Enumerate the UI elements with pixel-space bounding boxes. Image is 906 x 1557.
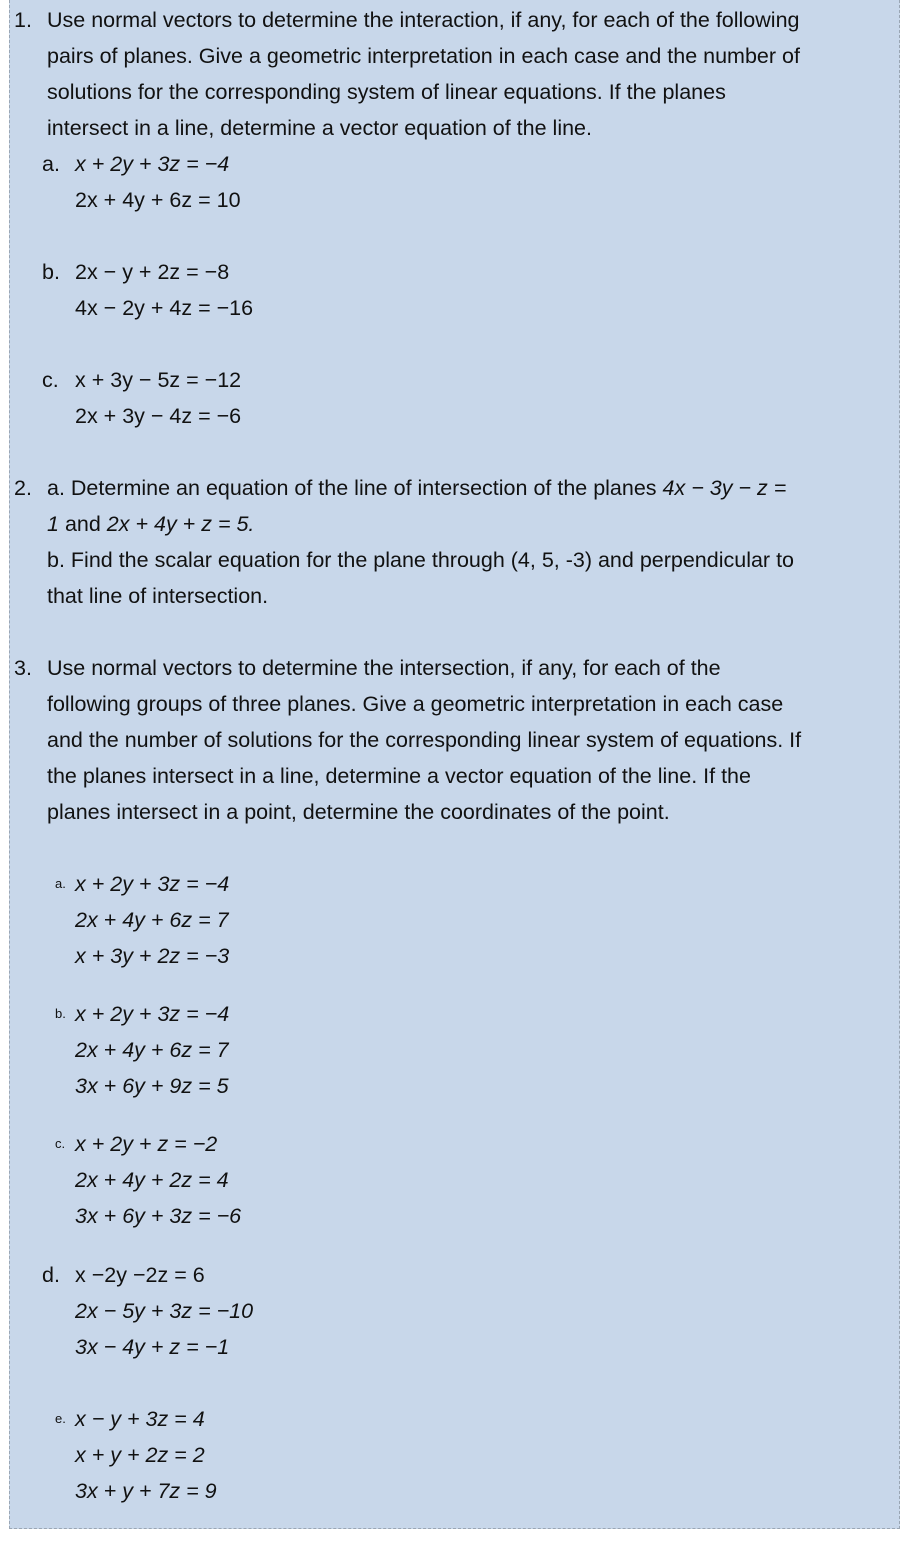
q2a-plane-2: 2x + 4y + z = 5. bbox=[106, 512, 255, 536]
q2b-text-line-2: that line of intersection. bbox=[47, 584, 269, 608]
q3c-equation-2: 2x + 4y + 2z = 4 bbox=[75, 1168, 229, 1192]
q1a-label: a. bbox=[42, 152, 60, 176]
q3a-equation-2: 2x + 4y + 6z = 7 bbox=[75, 908, 229, 932]
q1a-equation-2: 2x + 4y + 6z = 10 bbox=[75, 188, 241, 212]
q2-number: 2. bbox=[14, 476, 32, 500]
q3b-equation-1: x + 2y + 3z = −4 bbox=[75, 1002, 230, 1026]
q1-text-line-3: solutions for the corresponding system of linear equations. If the planes bbox=[47, 80, 726, 104]
q3e-equation-3: 3x + y + 7z = 9 bbox=[75, 1479, 217, 1503]
q1b-equation-2: 4x − 2y + 4z = −16 bbox=[75, 296, 254, 320]
q1c-equation-1: x + 3y − 5z = −12 bbox=[75, 368, 242, 392]
q3b-label: b. bbox=[55, 1006, 66, 1021]
q3e-equation-1: x − y + 3z = 4 bbox=[75, 1407, 205, 1431]
q3-number: 3. bbox=[14, 656, 32, 680]
q1-text-line-2: pairs of planes. Give a geometric interpretation in each case and the number of bbox=[47, 44, 800, 68]
q1-number: 1. bbox=[14, 8, 32, 32]
q3b-equation-3: 3x + 6y + 9z = 5 bbox=[75, 1074, 229, 1098]
q1a-equation-1: x + 2y + 3z = −4 bbox=[75, 152, 230, 176]
q3c-label: c. bbox=[55, 1136, 66, 1151]
q3a-label: a. bbox=[55, 876, 66, 891]
q1b-label: b. bbox=[42, 260, 60, 284]
q3-text-line-1: Use normal vectors to determine the intersection, if any, for each of the bbox=[47, 656, 721, 680]
q2a-plane-1-rhs: 1 bbox=[47, 512, 59, 536]
q3e-equation-2: x + y + 2z = 2 bbox=[75, 1443, 205, 1467]
q1-text-line-4: intersect in a line, determine a vector equation of the line. bbox=[47, 116, 592, 140]
q2a-plane-1: 4x − 3y − z = bbox=[662, 476, 787, 500]
q3e-label: e. bbox=[55, 1411, 66, 1426]
q3-text-line-4: the planes intersect in a line, determine a vector equation of the line. If the bbox=[47, 764, 751, 788]
q3-text-line-2: following groups of three planes. Give a geometric interpretation in each case bbox=[47, 692, 784, 716]
q1-text-line-1: Use normal vectors to determine the interaction, if any, for each of the following bbox=[47, 8, 800, 32]
q3d-label: d. bbox=[42, 1263, 60, 1287]
q3d-equation-3: 3x − 4y + z = −1 bbox=[75, 1335, 230, 1359]
q1b-equation-1: 2x − y + 2z = −8 bbox=[75, 260, 230, 284]
q3a-equation-3: x + 3y + 2z = −3 bbox=[75, 944, 230, 968]
q2a-text-line-1 bbox=[47, 470, 786, 506]
q3c-equation-1: x + 2y + z = −2 bbox=[75, 1132, 218, 1156]
q2a-and: and bbox=[58, 512, 107, 536]
q3d-equation-1: x −2y −2z = 6 bbox=[75, 1263, 205, 1287]
q3-text-line-5: planes intersect in a point, determine the coordinates of the point. bbox=[47, 800, 670, 824]
q2a-text: a. Determine an equation of the line of intersection of the planes bbox=[47, 476, 663, 500]
q2a-text-line-2 bbox=[47, 506, 254, 542]
q3c-equation-3: 3x + 6y + 3z = −6 bbox=[75, 1204, 242, 1228]
q3-text-line-3: and the number of solutions for the corresponding linear system of equations. If bbox=[47, 728, 802, 752]
q3b-equation-2: 2x + 4y + 6z = 7 bbox=[75, 1038, 229, 1062]
q3d-equation-2: 2x − 5y + 3z = −10 bbox=[75, 1299, 254, 1323]
q1c-label: c. bbox=[42, 368, 59, 392]
q1c-equation-2: 2x + 3y − 4z = −6 bbox=[75, 404, 242, 428]
q2b-text-line-1: b. Find the scalar equation for the plane through (4, 5, -3) and perpendicular to bbox=[47, 548, 794, 572]
q3a-equation-1: x + 2y + 3z = −4 bbox=[75, 872, 230, 896]
